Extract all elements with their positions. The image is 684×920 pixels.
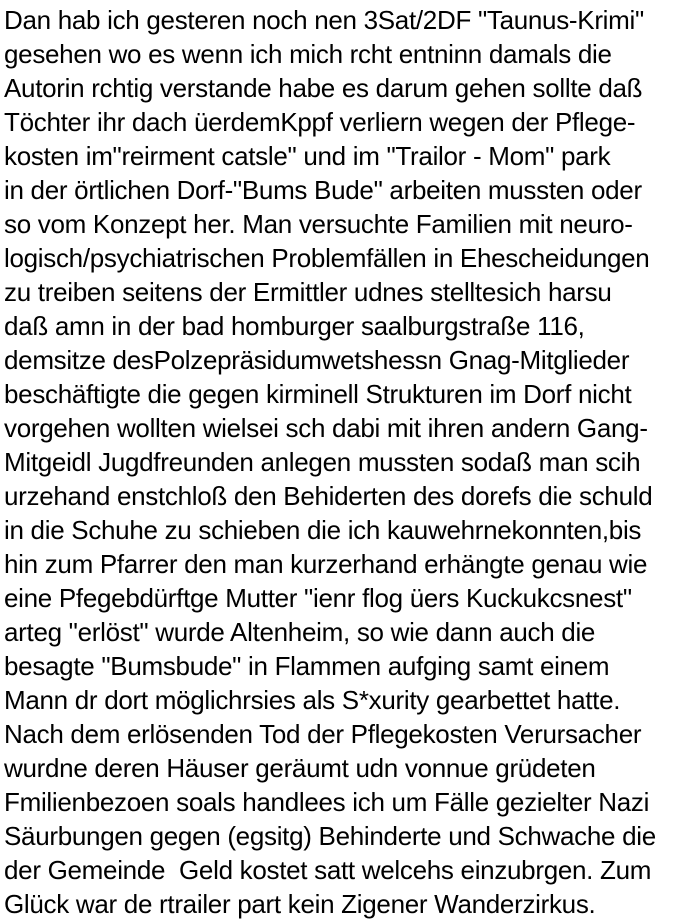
text-line: arteg "erlöst" wurde Altenheim, so wie dann auch die xyxy=(4,617,596,647)
text-line: Fmilienbezoen soals handlees ich um Fälle gezielter Nazi xyxy=(4,787,650,817)
text-line: Dan hab ich gesteren noch nen 3Sat/2DF "Taunus-Krimi" xyxy=(4,5,644,35)
text-line: der Gemeinde Geld kostet satt welcehs einzubrgen. Zum xyxy=(4,855,652,885)
text-line: daß amn in der bad homburger saalburgstraße 116, xyxy=(4,311,585,341)
text-line: besagte "Bumsbude" in Flammen aufging samt einem xyxy=(4,651,610,681)
text-line: logisch/psychiatrischen Problemfällen in Ehescheidungen xyxy=(4,243,650,273)
text-line: kosten im"reirment catsle" und im "Trailor - Mom" park xyxy=(4,141,611,171)
text-line: gesehen wo es wenn ich mich rcht entninn damals die xyxy=(4,39,612,69)
text-line: vorgehen wollten wielsei sch dabi mit ihren andern Gang- xyxy=(4,413,648,443)
text-line: beschäftigte die gegen kirminell Strukturen im Dorf nicht xyxy=(4,379,632,409)
text-line: wurdne deren Häuser geräumt udn vonnue grüdeten xyxy=(4,753,596,783)
text-line: urzehand enstchloß den Behiderten des dorefs die schuld xyxy=(4,481,653,511)
text-line: demsitze desPolzepräsidumwetshessn Gnag-Mitglieder xyxy=(4,345,630,375)
text-paragraph xyxy=(4,3,684,920)
text-line: Säurbungen gegen (egsitg) Behinderte und Schwache die xyxy=(4,821,656,851)
text-line: Glück war de rtrailer part kein Zigener Wanderzirkus. xyxy=(4,889,596,919)
text-line: so vom Konzept her. Man versuchte Familien mit neuro- xyxy=(4,209,633,239)
text-line: in der örtlichen Dorf-"Bums Bude" arbeiten mussten oder xyxy=(4,175,642,205)
text-line: Mann dr dort möglichrsies als S*xurity gearbettet hatte. xyxy=(4,685,621,715)
text-line: Nach dem erlösenden Tod der Pflegekosten Verursacher xyxy=(4,719,642,749)
text-line: Autorin rchtig verstande habe es darum gehen sollte daß xyxy=(4,73,643,103)
text-line: hin zum Pfarrer den man kurzerhand erhängte genau wie xyxy=(4,549,648,579)
text-line: in die Schuhe zu schieben die ich kauwehrnekonnten,bis xyxy=(4,515,642,545)
text-line: Töchter ihr dach üerdemKppf verliern wegen der Pflege- xyxy=(4,107,636,137)
text-line: eine Pfegebdürftge Mutter "ienr flog üers Kuckukcsnest" xyxy=(4,583,632,613)
text-line: zu treiben seitens der Ermittler udnes stelltesich harsu xyxy=(4,277,612,307)
text-line: Mitgeidl Jugdfreunden anlegen mussten sodaß man scih xyxy=(4,447,641,477)
